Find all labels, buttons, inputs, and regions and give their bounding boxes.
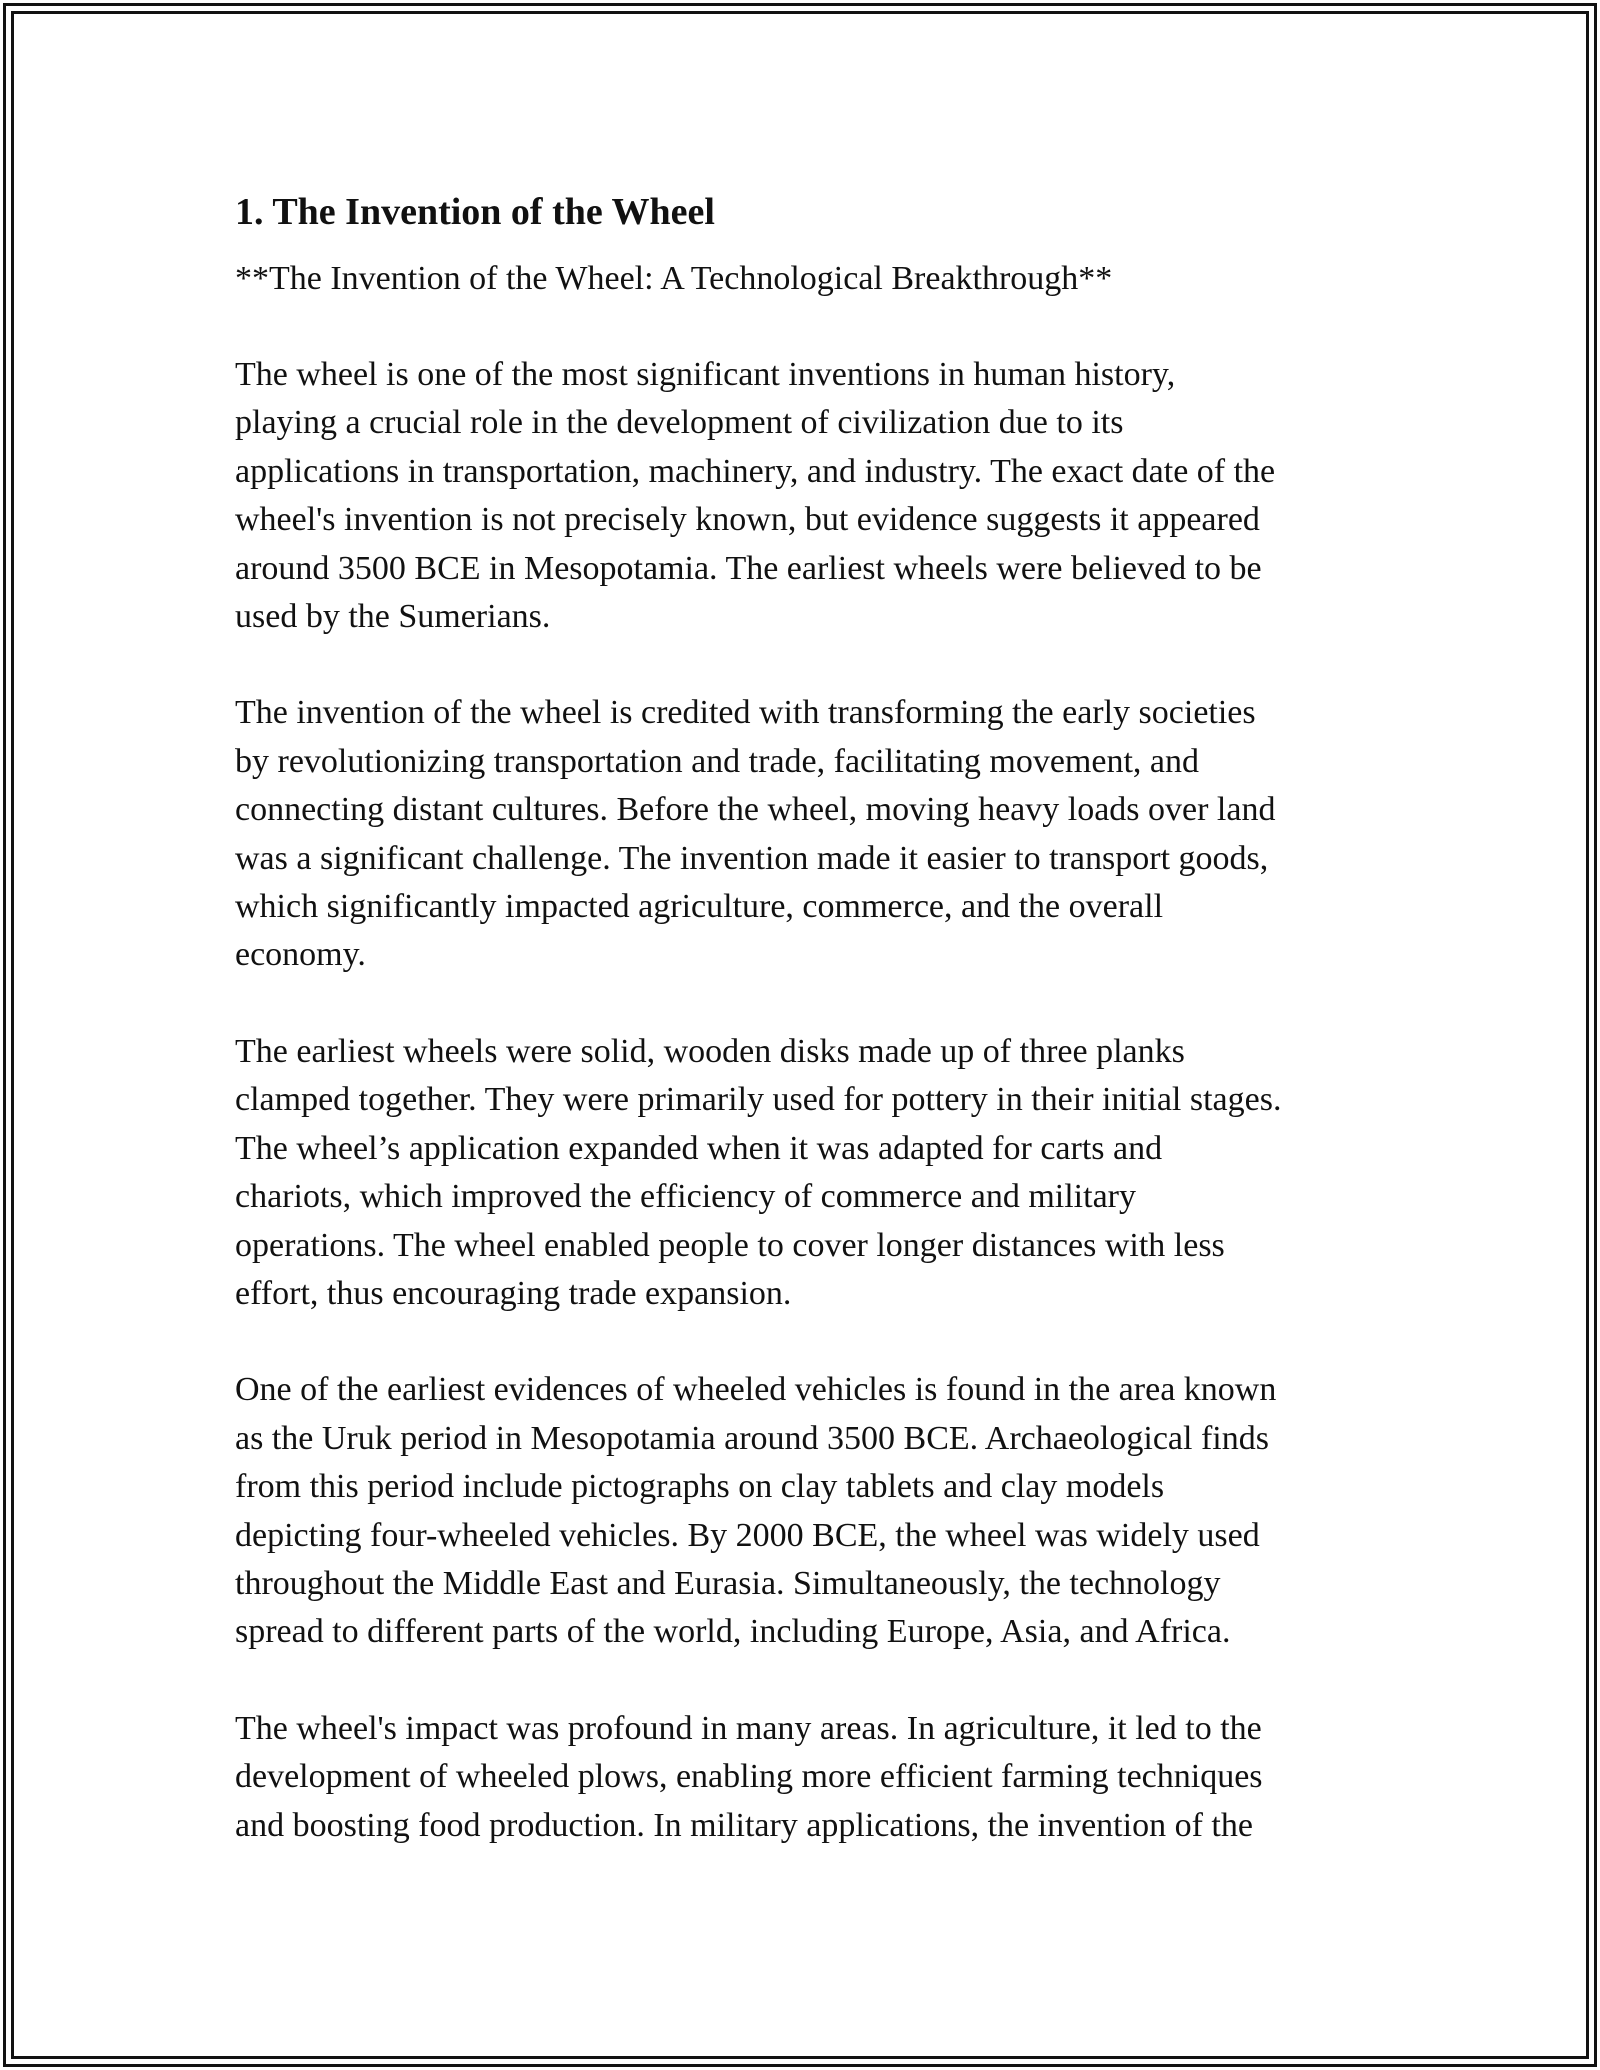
paragraph-4 [235, 1366, 1385, 1656]
text-line: was a significant challenge. The invention made it easier to transport goods, [235, 839, 1269, 877]
text-line: The wheel’s application expanded when it was adapted for carts and [235, 1129, 1163, 1167]
text-line: and boosting food production. In military applications, the invention of the [235, 1806, 1253, 1844]
text-line: by revolutionizing transportation and trade, facilitating movement, and [235, 742, 1200, 780]
article-subtitle: **The Invention of the Wheel: A Technological Breakthrough** [235, 260, 1113, 297]
text-line: around 3500 BCE in Mesopotamia. The earliest wheels were believed to be [235, 549, 1262, 587]
paragraph-3 [235, 1028, 1385, 1318]
text-line: The earliest wheels were solid, wooden disks made up of three planks [235, 1032, 1185, 1070]
paragraph-2 [235, 689, 1385, 979]
text-line: from this period include pictographs on clay tablets and clay models [235, 1468, 1165, 1506]
text-line: playing a crucial role in the development of civilization due to its [235, 404, 1124, 442]
section-heading: 1. The Invention of the Wheel [235, 191, 715, 233]
text-line: throughout the Middle East and Eurasia. Simultaneously, the technology [235, 1564, 1221, 1602]
paragraph-5 [235, 1705, 1385, 1850]
text-line: depicting four-wheeled vehicles. By 2000 BCE, the wheel was widely used [235, 1516, 1260, 1554]
text-line: The invention of the wheel is credited with transforming the early societies [235, 694, 1256, 732]
paragraph-1 [235, 351, 1385, 641]
document-page [235, 182, 1385, 1850]
text-line: effort, thus encouraging trade expansion. [235, 1274, 792, 1312]
text-line: connecting distant cultures. Before the wheel, moving heavy loads over land [235, 791, 1276, 829]
text-line: chariots, which improved the efficiency of commerce and military [235, 1178, 1136, 1216]
text-line: One of the earliest evidences of wheeled vehicles is found in the area known [235, 1371, 1277, 1409]
text-line: spread to different parts of the world, including Europe, Asia, and Africa. [235, 1613, 1231, 1651]
text-line: which significantly impacted agriculture, commerce, and the overall [235, 888, 1164, 926]
text-line: applications in transportation, machinery, and industry. The exact date of the [235, 452, 1276, 490]
text-line: economy. [235, 936, 366, 974]
text-line: clamped together. They were primarily used for pottery in their initial stages. [235, 1081, 1282, 1119]
text-line: The wheel's impact was profound in many areas. In agriculture, it led to the [235, 1709, 1262, 1747]
text-line: operations. The wheel enabled people to cover longer distances with less [235, 1226, 1225, 1264]
text-line: The wheel is one of the most significant inventions in human history, [235, 356, 1176, 393]
text-line: as the Uruk period in Mesopotamia around 3500 BCE. Archaeological finds [235, 1419, 1269, 1457]
text-line: development of wheeled plows, enabling more efficient farming techniques [235, 1758, 1263, 1796]
text-line: used by the Sumerians. [235, 598, 551, 636]
text-line: wheel's invention is not precisely known, but evidence suggests it appeared [235, 501, 1260, 539]
